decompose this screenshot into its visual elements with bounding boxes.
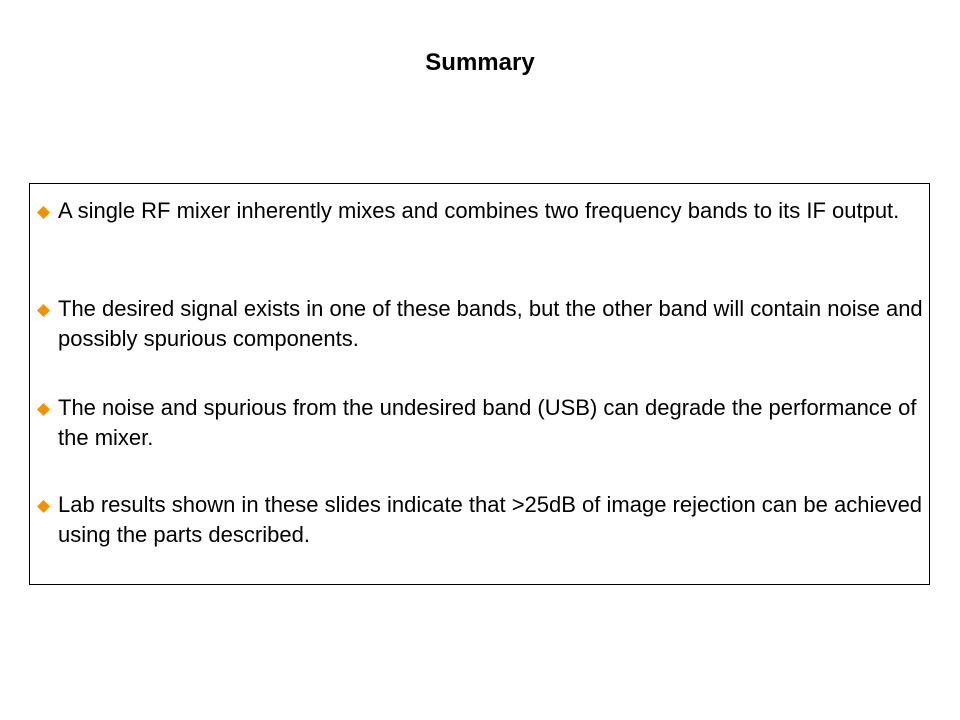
bullet-text: Lab results shown in these slides indicate that >25dB of image rejection can be achieved using the parts described. — [58, 492, 923, 547]
summary-box — [29, 183, 930, 585]
diamond-bullet-icon — [37, 304, 50, 317]
bullet-item — [37, 393, 927, 453]
bullet-item — [37, 490, 927, 550]
bullet-text: The noise and spurious from the undesired band (USB) can degrade the performance of the mixer. — [58, 395, 917, 450]
slide-title: Summary — [425, 49, 535, 76]
diamond-bullet-icon — [37, 500, 50, 513]
diamond-bullet-icon — [37, 403, 50, 416]
diamond-bullet-icon — [37, 206, 50, 219]
bullet-text: A single RF mixer inherently mixes and combines two frequency bands to its IF output. — [58, 198, 900, 223]
bullet-item — [37, 294, 927, 354]
bullet-text: The desired signal exists in one of these bands, but the other band will contain noise and possibly spurious components. — [58, 296, 923, 351]
bullet-item — [37, 196, 927, 226]
